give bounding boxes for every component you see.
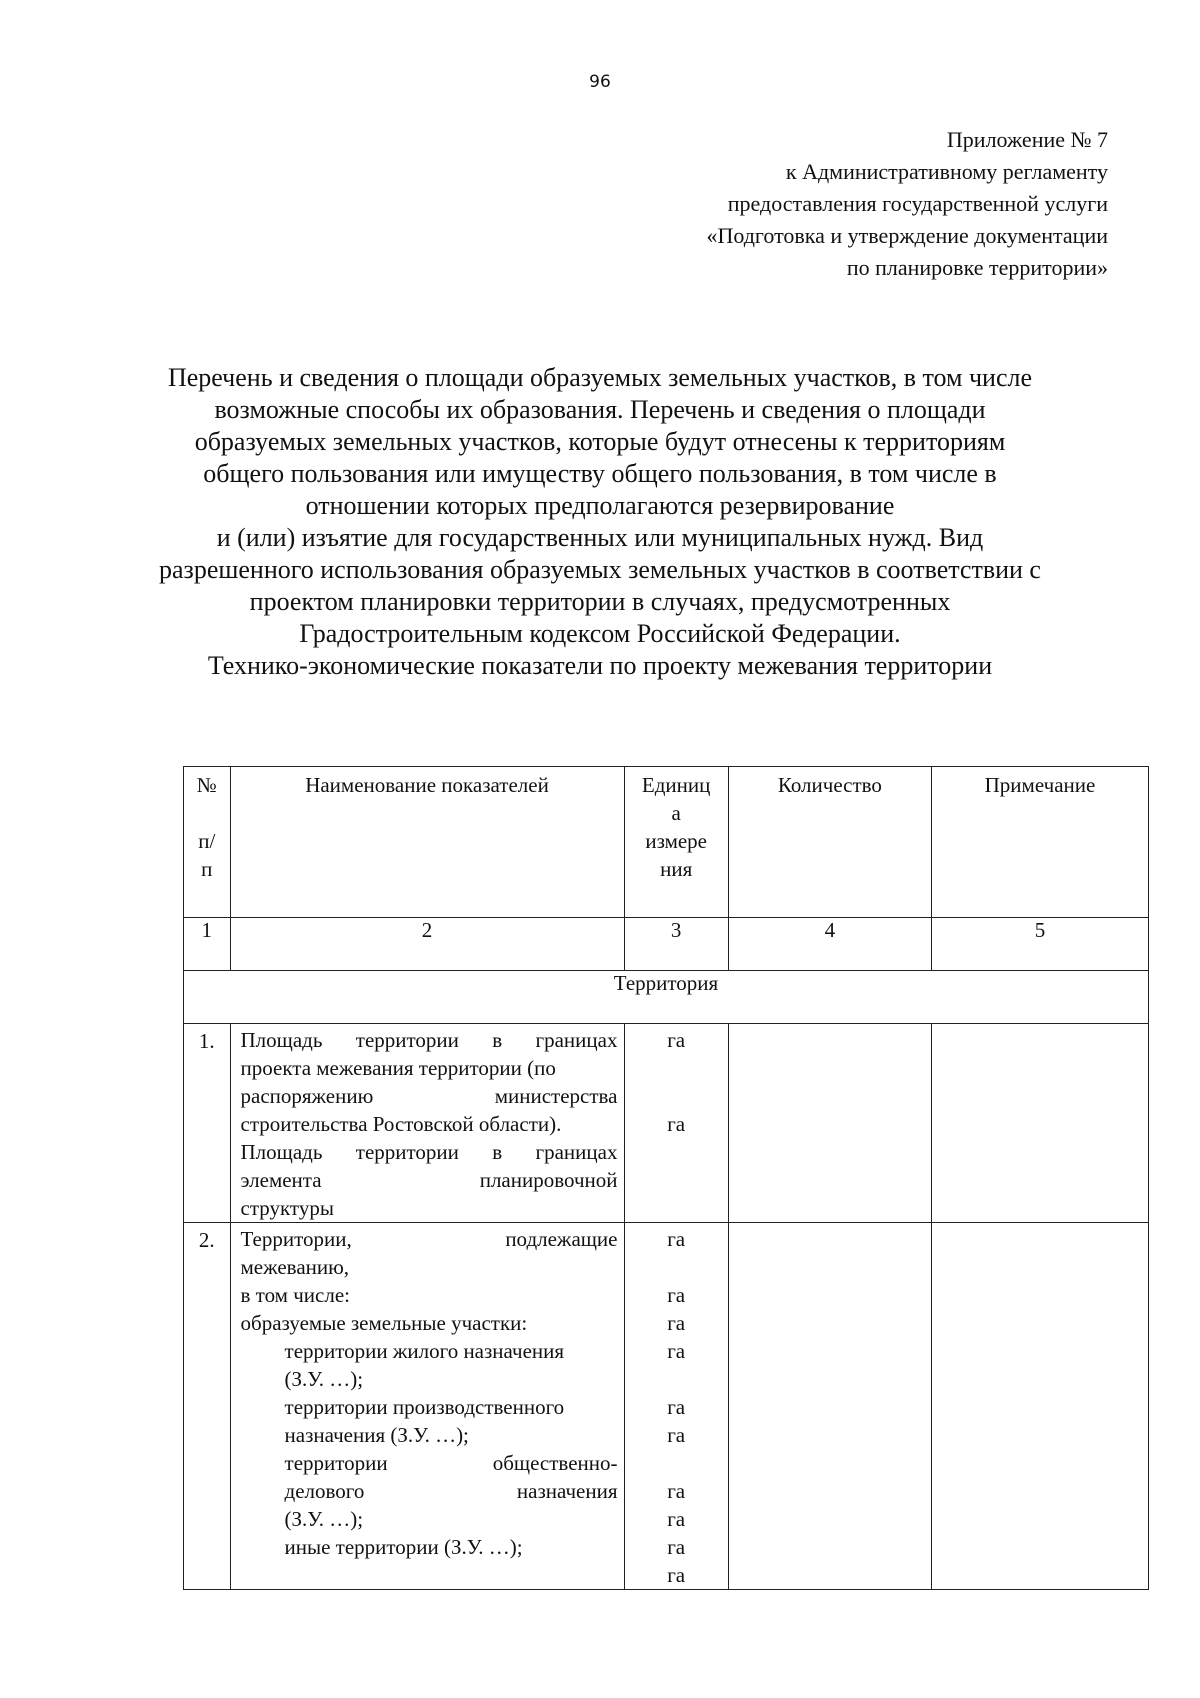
unit-value — [625, 1082, 728, 1110]
row-name-line — [241, 1194, 618, 1222]
table-header-row — [184, 767, 1149, 918]
title-line: и (или) изъятие для государственных или муниципальных нужд. Вид — [216, 523, 984, 552]
unit-value: га — [667, 1423, 686, 1447]
row-name-line — [241, 1477, 618, 1505]
header-num-line: п/ — [198, 829, 216, 853]
row-name-cell — [230, 1024, 624, 1223]
row-name-word: межеванию, — [240, 1255, 350, 1279]
row-name-line — [241, 1225, 618, 1253]
row-name-line — [241, 1253, 618, 1281]
column-index-cell: 3 — [624, 918, 728, 971]
header-unit-line: а — [671, 801, 681, 825]
column-index-cell: 4 — [728, 918, 931, 971]
row-name-word: министерства — [494, 1084, 618, 1108]
row-name-word: территории жилого назначения — [284, 1339, 565, 1363]
section-title: Территория — [184, 971, 1149, 1024]
appendix-line: по планировке территории» — [846, 255, 1108, 280]
title-line: отношении которых предполагаются резервирование — [305, 491, 895, 520]
row-note-cell — [931, 1223, 1148, 1590]
column-index-row — [184, 918, 1149, 971]
row-name-word: (З.У. …); — [284, 1507, 364, 1531]
unit-value: га — [667, 1112, 686, 1136]
row-name-line — [241, 1421, 618, 1449]
row-name-line — [241, 1393, 618, 1421]
row-name-line — [241, 1082, 618, 1110]
column-index-cell: 5 — [931, 918, 1148, 971]
row-name-word: иные территории (З.У. …); — [284, 1535, 523, 1559]
table-row — [184, 1223, 1149, 1590]
row-name-line — [241, 1138, 618, 1166]
appendix-line: Приложение № 7 — [946, 127, 1108, 152]
title-line: Технико-экономические показатели по проекту межевания территории — [207, 651, 993, 680]
row-name-word: образуемые земельные участки: — [240, 1311, 528, 1335]
row-name-line — [241, 1505, 618, 1533]
row-units-cell — [624, 1024, 728, 1223]
column-index-cell: 2 — [230, 918, 624, 971]
row-name-word: границах — [535, 1028, 618, 1052]
row-name-word: назначения (З.У. …); — [284, 1423, 469, 1447]
row-name-word: подлежащие — [505, 1227, 618, 1251]
header-unit-line: Единиц — [641, 773, 711, 797]
title-line: общего пользования или имуществу общего пользования, в том числе в — [203, 459, 997, 488]
unit-value: га — [667, 1227, 686, 1251]
row-name-line — [241, 1449, 618, 1477]
row-name-line — [241, 1337, 618, 1365]
row-quantity-cell — [728, 1024, 931, 1223]
row-quantity-cell — [728, 1223, 931, 1590]
row-name-word: Площадь — [240, 1140, 323, 1164]
row-name-line — [241, 1110, 618, 1138]
table-row — [184, 1024, 1149, 1223]
column-index-cell: 1 — [184, 918, 231, 971]
row-name-line — [241, 1166, 618, 1194]
row-name-word: Площадь — [240, 1028, 323, 1052]
row-name-word: элемента — [240, 1168, 322, 1192]
title-line: проектом планировки территории в случаях, предусмотренных — [249, 587, 951, 616]
unit-value — [625, 1054, 728, 1082]
row-number: 2. — [184, 1223, 231, 1590]
row-units-cell — [624, 1223, 728, 1590]
row-name-word: территории — [355, 1028, 459, 1052]
row-name-line — [241, 1309, 618, 1337]
appendix-header — [706, 124, 1108, 284]
row-name-word: Территории, — [240, 1227, 352, 1251]
section-row — [184, 971, 1149, 1024]
row-name-line — [241, 1026, 618, 1054]
unit-value: га — [667, 1028, 686, 1052]
row-number: 1. — [184, 1024, 231, 1223]
title-line: разрешенного использования образуемых земельных участков в соответствии с — [159, 555, 1041, 584]
row-name-word: назначения — [516, 1479, 618, 1503]
unit-value: га — [667, 1395, 686, 1419]
unit-value: га — [667, 1479, 686, 1503]
page-number: 96 — [589, 72, 611, 92]
row-name-word: проекта межевания территории (по — [240, 1056, 556, 1080]
unit-value: га — [667, 1507, 686, 1531]
header-unit-line: ния — [660, 857, 693, 881]
document-title — [150, 362, 1050, 682]
row-name-word: строительства Ростовской области). — [240, 1112, 562, 1136]
row-name-word: в том числе: — [240, 1283, 350, 1307]
row-name-word: территории производственного — [284, 1395, 565, 1419]
header-num-line — [184, 797, 230, 825]
row-name-word: распоряжению — [240, 1084, 374, 1108]
title-line: Перечень и сведения о площади образуемых земельных участков, в том числе — [167, 363, 1033, 392]
row-name-word: границах — [535, 1140, 618, 1164]
row-name-word: (З.У. …); — [284, 1367, 364, 1391]
header-num-line: № — [196, 773, 217, 797]
unit-value — [625, 1449, 728, 1477]
row-name-word: территории — [355, 1140, 459, 1164]
row-name-word: в — [492, 1140, 503, 1164]
header-unit-cell — [624, 767, 728, 918]
row-name-word: общественно- — [492, 1451, 618, 1475]
row-name-word: в — [492, 1028, 503, 1052]
header-num-line: п — [201, 857, 213, 881]
header-quantity-cell: Количество — [728, 767, 931, 918]
unit-value: га — [667, 1535, 686, 1559]
appendix-line: предоставления государственной услуги — [727, 191, 1108, 216]
row-name-line — [241, 1365, 618, 1393]
row-name-word: структуры — [240, 1196, 334, 1220]
row-note-cell — [931, 1024, 1148, 1223]
header-num-cell — [184, 767, 231, 918]
row-name-line — [241, 1054, 618, 1082]
unit-value — [625, 1253, 728, 1281]
appendix-line: «Подготовка и утверждение документации — [706, 223, 1108, 248]
title-line: образуемых земельных участков, которые будут отнесены к территориям — [194, 427, 1006, 456]
unit-value: га — [667, 1311, 686, 1335]
row-name-word: планировочной — [479, 1168, 618, 1192]
unit-value: га — [667, 1283, 686, 1307]
unit-value: га — [667, 1339, 686, 1363]
row-name-cell — [230, 1223, 624, 1590]
header-note-cell: Примечание — [931, 767, 1148, 918]
row-name-word: территории — [284, 1451, 388, 1475]
title-line: Градостроительным кодексом Российской Федерации. — [299, 619, 901, 648]
header-name-cell: Наименование показателей — [230, 767, 624, 918]
row-name-word: делового — [284, 1479, 365, 1503]
appendix-line: к Административному регламенту — [785, 159, 1108, 184]
indicators-table — [183, 766, 1149, 1590]
row-name-line — [241, 1281, 618, 1309]
title-line: возможные способы их образования. Перечень и сведения о площади — [214, 395, 986, 424]
header-unit-line: измере — [645, 829, 707, 853]
unit-value — [625, 1365, 728, 1393]
unit-value: га — [667, 1563, 686, 1587]
row-name-line — [241, 1533, 618, 1561]
